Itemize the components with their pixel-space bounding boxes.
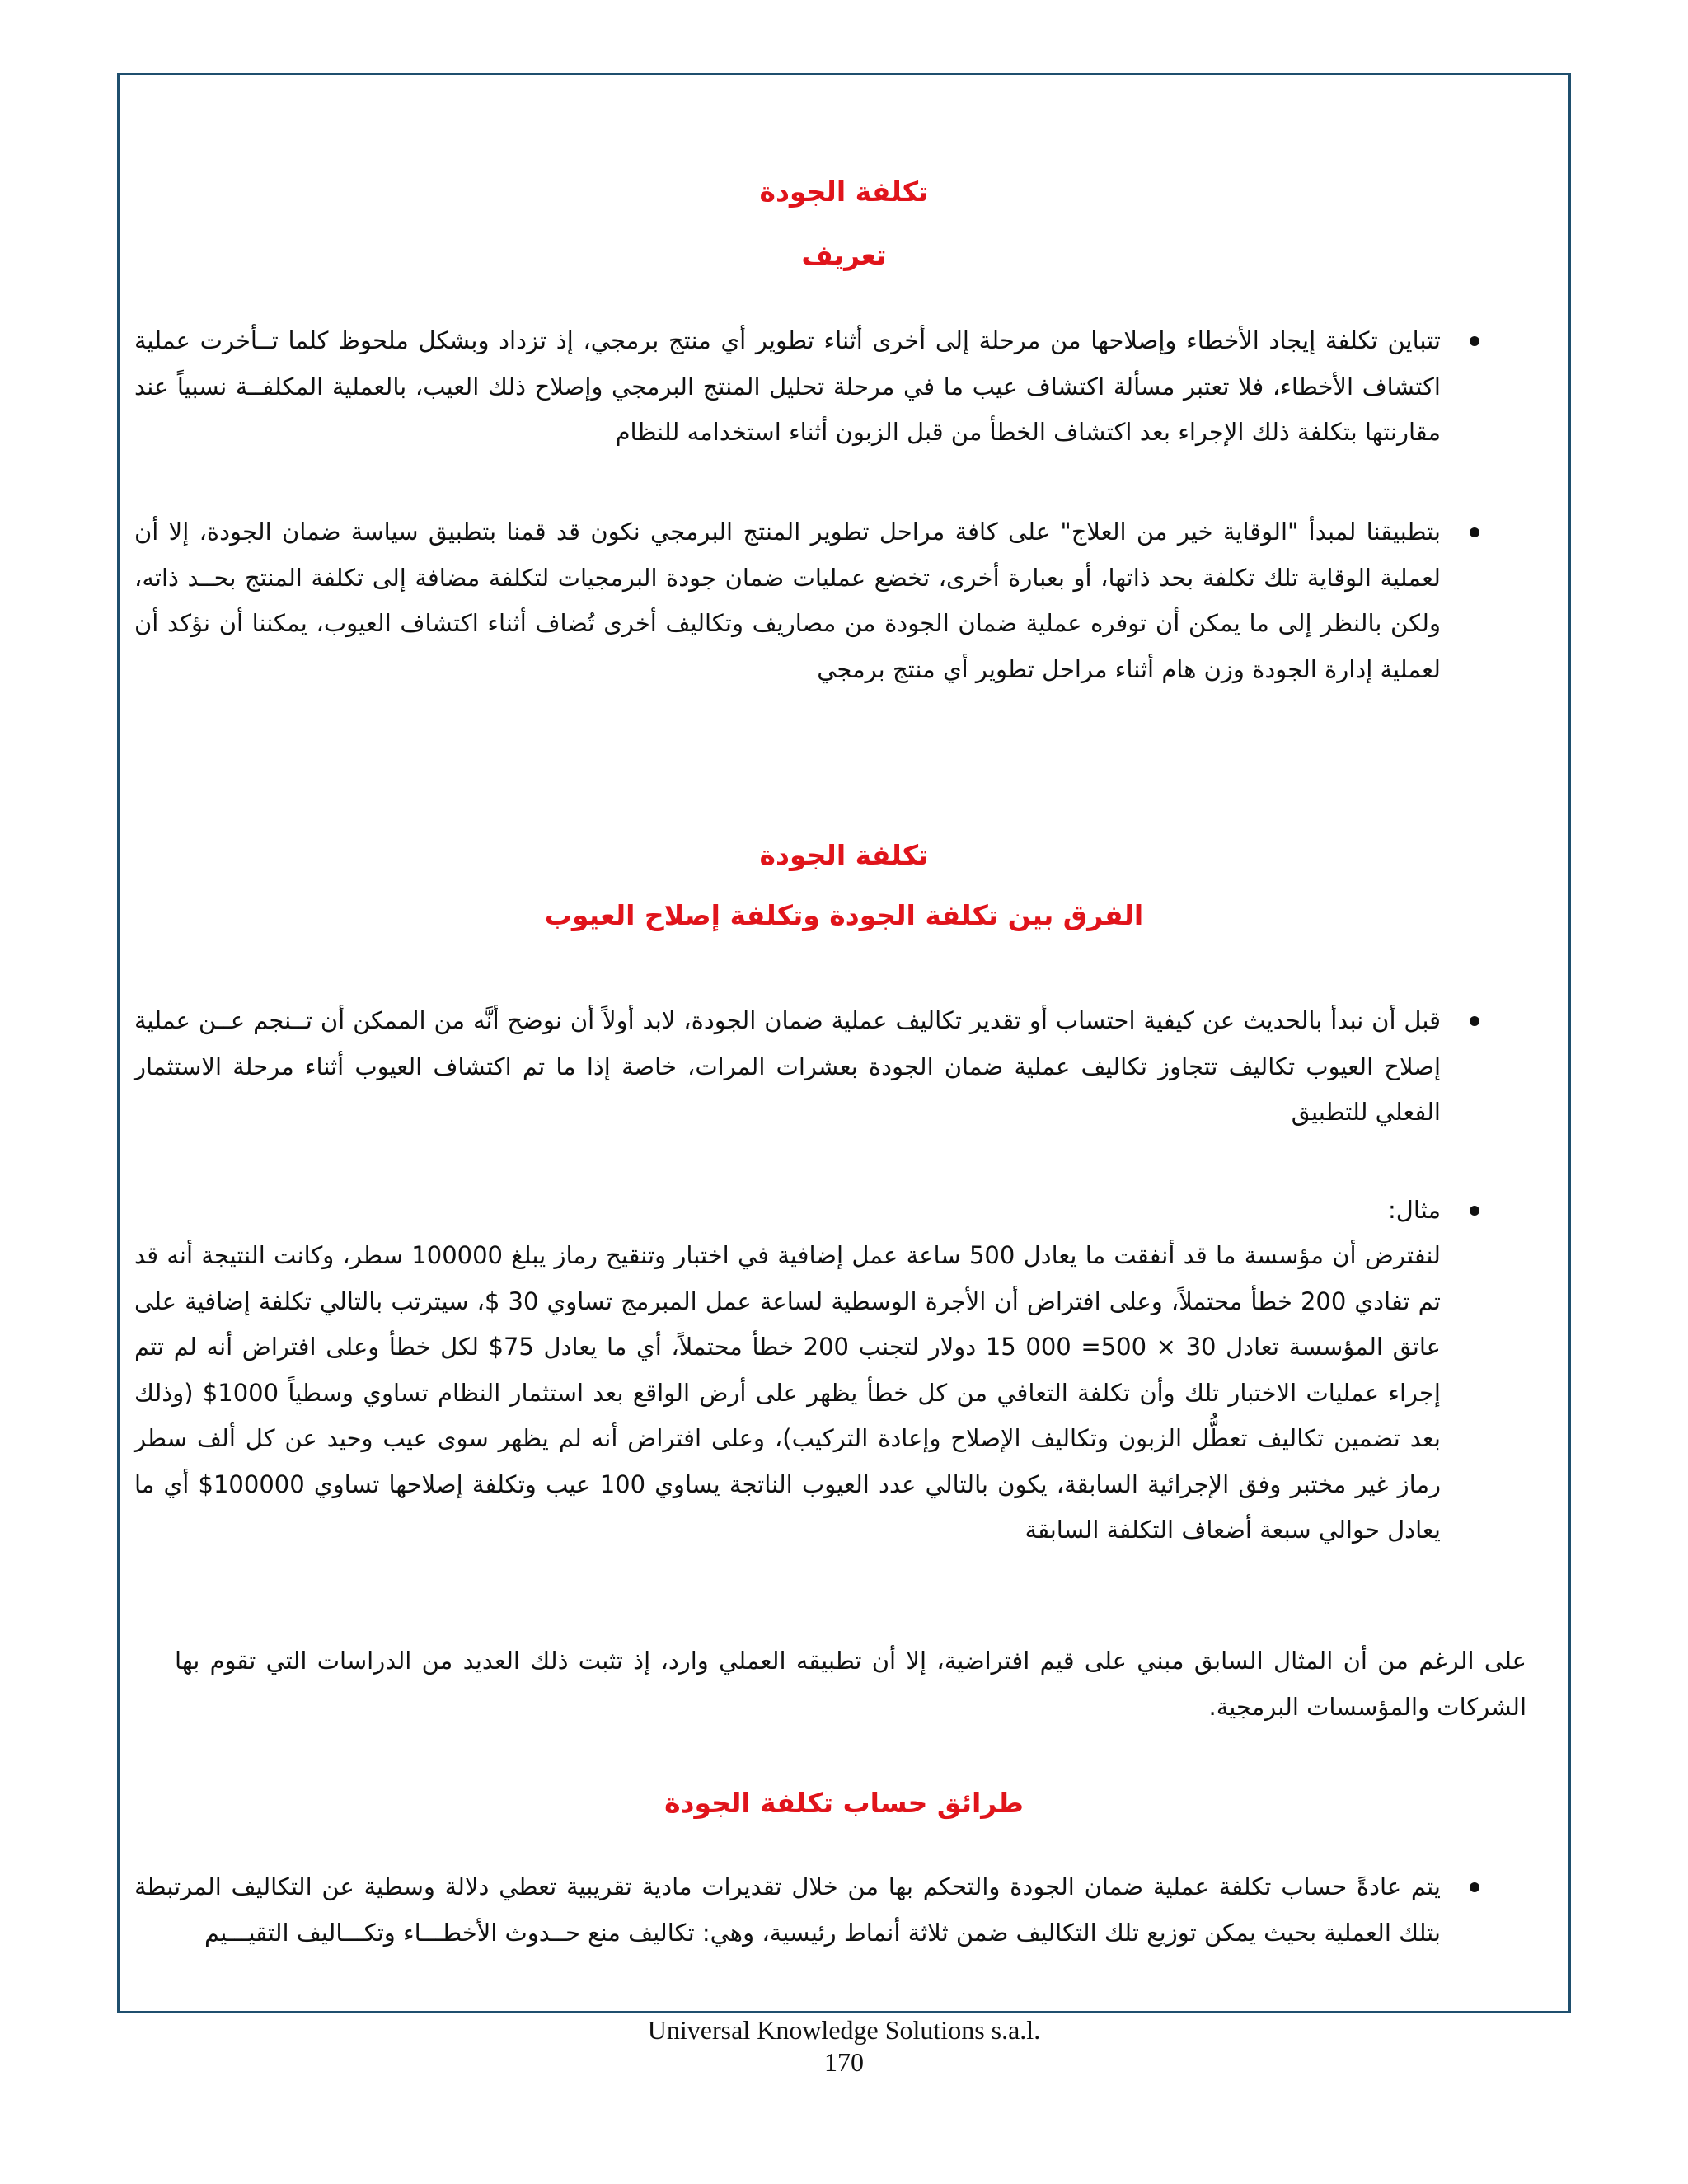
bullet-icon <box>1470 1882 1479 1892</box>
section3-bullet-1: يتم عادةً حساب تكلفة عملية ضمان الجودة والتحكم بها من خلال تقديرات مادية تقريبية تعطي دلالة وسطية عن التكاليف المرتبطة بتلك العملية بحيث يمكن توزيع تلك التكاليف ضمن ثلاثة أنماط رئيسية، وهي: تكاليف منع حــدوث الأخطـــاء وتكـــاليف التقيـــيم <box>134 1872 1441 1947</box>
section1-bullet-1: تتباين تكلفة إيجاد الأخطاء وإصلاحها من مرحلة إلى أخرى أثناء تطوير أي منتج برمجي، إذ تزداد وبشكل ملحوظ كلما تــأخرت عملية اكتشاف الأخطاء، فلا تعتبر مسألة اكتشاف عيب ما في مرحلة تحليل المنتج البرمجي وإصلاح ذلك العيب، بالعملية المكلفــة نسبياً عند مقارنتها بتكلفة ذلك الإجراء بعد اكتشاف الخطأ من قبل الزبون أثناء استخدامه للنظام <box>134 326 1441 446</box>
section3-title: طرائق حساب تكلفة الجودة <box>664 1787 1024 1819</box>
example-text: لنفترض أن مؤسسة ما قد أنفقت ما يعادل 500 ساعة عمل إضافية في اختبار وتنقيح رماز يبلغ 100000 سطر، وكانت النتيجة أنه قد تم تفادي 200 خطأ محتملاً، وعلى افتراض أن الأجرة الوسطية لساعة عمل المبرمج تساوي 30 $، سيترتب بالتالي تكلفة إضافية على عاتق المؤسسة تعادل 30 × 500= 000 15 دولار لتجنب 200 خطأ محتملاً، أي ما يعادل 75$ لكل خطأ وعلى افتراض أنه لم تتم إجراء عمليات الاختبار تلك وأن تكلفة التعافي من كل خطأ يظهر على أرض الواقع بعد استثمار النظام تساوي وسطياً 1000$ (وذلك بعد تضمين تكاليف تعطُّل الزبون وتكاليف الإصلاح وإعادة التركيب)، وعلى افتراض أنه لم يظهر سوى عيب وحيد عن كل ألف سطر رماز غير مختبر وفق الإجرائية السابقة، يكون بالتالي عدد العيوب الناتجة يساوي 100 عيب وتكلفة إصلاحها تساوي 100000$ أي ما يعادل حوالي سبعة أضعاف التكلفة السابقة <box>134 1241 1441 1544</box>
page-number: 170 <box>824 2047 864 2077</box>
bullet-icon <box>1470 527 1479 537</box>
bullet-icon <box>1470 1016 1479 1026</box>
section1-bullet-2: بتطبيقنا لمبدأ "الوقاية خير من العلاج" على كافة مراحل تطوير المنتج البرمجي نكون قد قمنا بتطبيق سياسة ضمان الجودة، إلا أن لعملية الوقاية تلك تكلفة بحد ذاتها، أو بعبارة أخرى، تخضع عمليات ضمان جودة البرمجيات لتكلفة مضافة إلى تكلفة المنتج بحــد ذاته، ولكن بالنظر إلى ما يمكن أن توفره عملية ضمان الجودة من مصاريف وتكاليف أخرى تُضاف أثناء اكتشاف العيوب، يمكننا أن نؤكد أن لعملية إدارة الجودة وزن هام أثناء مراحل تطوير أي منتج برمجي <box>134 518 1441 683</box>
section1-title: تكلفة الجودة <box>759 176 929 208</box>
section2-conclusion: على الرغم من أن المثال السابق مبني على قيم افتراضية، إلا أن تطبيقه العملي وارد، إذ تثبت ذلك العديد من الدراسات التي تقوم بها الشركات والمؤسسات البرمجية. <box>175 1647 1526 1721</box>
section2-bullet-1: قبل أن نبدأ بالحديث عن كيفية احتساب أو تقدير تكاليف عملية ضمان الجودة، لابد أولاً أن نوضح أنَّه من الممكن أن تــنجم عــن عملية إصلاح العيوب تكاليف تتجاوز تكاليف عملية ضمان الجودة بعشرات المرات، خاصة إذا ما تم اكتشاف العيوب أثناء مرحلة الاستثمار الفعلي للتطبيق <box>134 1006 1441 1126</box>
section2-subtitle: الفرق بين تكلفة الجودة وتكلفة إصلاح العيوب <box>544 899 1144 931</box>
footer-company: Universal Knowledge Solutions s.a.l. <box>647 2015 1041 2045</box>
bullet-icon <box>1470 1206 1479 1216</box>
section1-subtitle: تعريف <box>801 239 887 271</box>
example-label: مثال: <box>1388 1196 1441 1224</box>
bullet-icon <box>1470 336 1479 346</box>
section2-title: تكلفة الجودة <box>759 839 929 871</box>
